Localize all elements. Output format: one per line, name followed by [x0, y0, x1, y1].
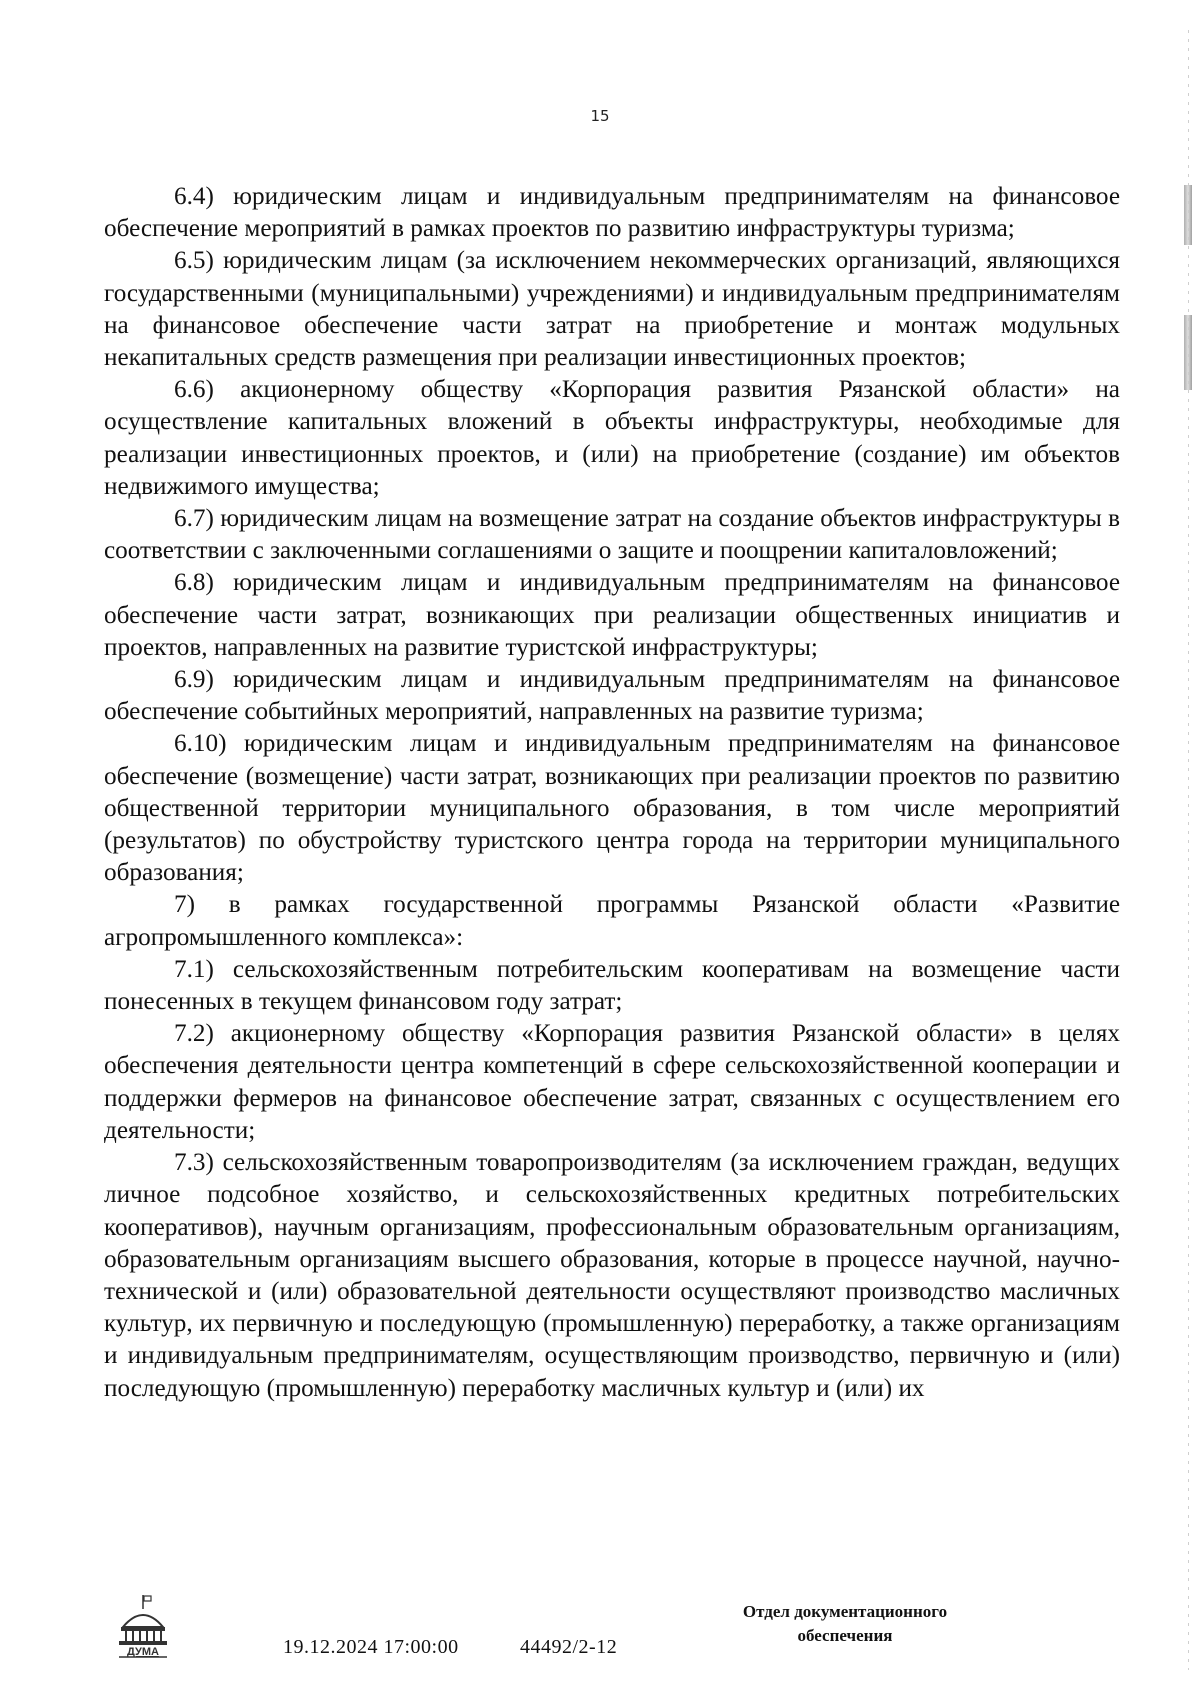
paragraph-6-6: 6.6) акционерному обществу «Корпорация развития Рязанской области» на осуществление капитальных вложений в объекты инфраструктуры, необходимые для реализации инвестиционных проектов, и (или) на приобретение (создание) им объектов недвижимого имущества; — [104, 376, 1120, 500]
footer-department — [680, 1600, 1010, 1648]
footer-department-line1: Отдел документационного — [742, 1602, 948, 1621]
scan-edge-mark — [1184, 185, 1192, 245]
paragraph-7: 7) в рамках государственной программы Рязанской области «Развитие агропромышленного комплекса»: — [104, 891, 1120, 951]
paragraph-6-8: 6.8) юридическим лицам и индивидуальным предпринимателям на финансовое обеспечение части затрат, возникающих при реализации общественных инициатив и проектов, направленных на развитие туристской инфраструктуры; — [104, 569, 1120, 661]
paragraph-7-2: 7.2) акционерному обществу «Корпорация развития Рязанской области» в целях обеспечения деятельности центра компетенций в сфере сельскохозяйственной кооперации и поддержки фермеров на финансовое обеспечение затрат, связанных с осуществлением его деятельности; — [104, 1020, 1120, 1144]
svg-text:ДУМА: ДУМА — [127, 1646, 159, 1658]
paragraph-6-9: 6.9) юридическим лицам и индивидуальным предпринимателям на финансовое обеспечение событийных мероприятий, направленных на развитие туризма; — [104, 666, 1120, 726]
paragraph-6-5: 6.5) юридическим лицам (за исключением некоммерческих организаций, являющихся государственными (муниципальными) учреждениями) и индивидуальным предпринимателям на финансовое обеспечение части затрат на приобретение и монтаж модульных некапитальных средств размещения при реализации инвестиционных проектов; — [104, 247, 1120, 372]
document-body — [104, 181, 1120, 1405]
scan-edge-line — [1188, 30, 1189, 1670]
scan-edge-mark — [1184, 315, 1192, 390]
footer-registration-number: 44492/2-12 — [520, 1636, 618, 1658]
scan-edge-artifact — [1178, 0, 1200, 1695]
paragraph-7-3: 7.3) сельскохозяйственным товаропроизводителям (за исключением граждан, ведущих личное подсобное хозяйство, и сельскохозяйственных кредитных потребительских кооперативов), научным организациям, профессиональным образовательным организациям, образовательным организациям высшего образования, которые в процессе научной, научно-технической и (или) образовательной деятельности осуществляют производство масличных культур, их первичную и последующую (промышленную) переработку, а также организациям и индивидуальным предпринимателям, осуществляющим производство, первичную и (или) последующую (промышленную) переработку масличных культур и (или) их — [104, 1149, 1120, 1402]
duma-building-icon — [113, 1593, 173, 1659]
paragraph-6-4: 6.4) юридическим лицам и индивидуальным предпринимателям на финансовое обеспечение мероприятий в рамках проектов по развитию инфраструктуры туризма; — [104, 183, 1120, 243]
paragraph-7-1: 7.1) сельскохозяйственным потребительским кооперативам на возмещение части понесенных в текущем финансовом году затрат; — [104, 955, 1120, 1016]
footer-department-line2: обеспечения — [797, 1626, 893, 1645]
page-number: 15 — [590, 107, 610, 125]
paragraph-6-7: 6.7) юридическим лицам на возмещение затрат на создание объектов инфраструктуры в соответствии с заключенными соглашениями о защите и поощрении капиталовложений; — [104, 505, 1120, 565]
footer-date-time: 19.12.2024 17:00:00 — [283, 1636, 459, 1658]
paragraph-6-10: 6.10) юридическим лицам и индивидуальным предпринимателям на финансовое обеспечение (возмещение) части затрат, возникающих при реализации проектов по развитию общественной территории муниципального образования, в том числе мероприятий (результатов) по обустройству туристского центра города на территории муниципального образования; — [104, 730, 1120, 887]
